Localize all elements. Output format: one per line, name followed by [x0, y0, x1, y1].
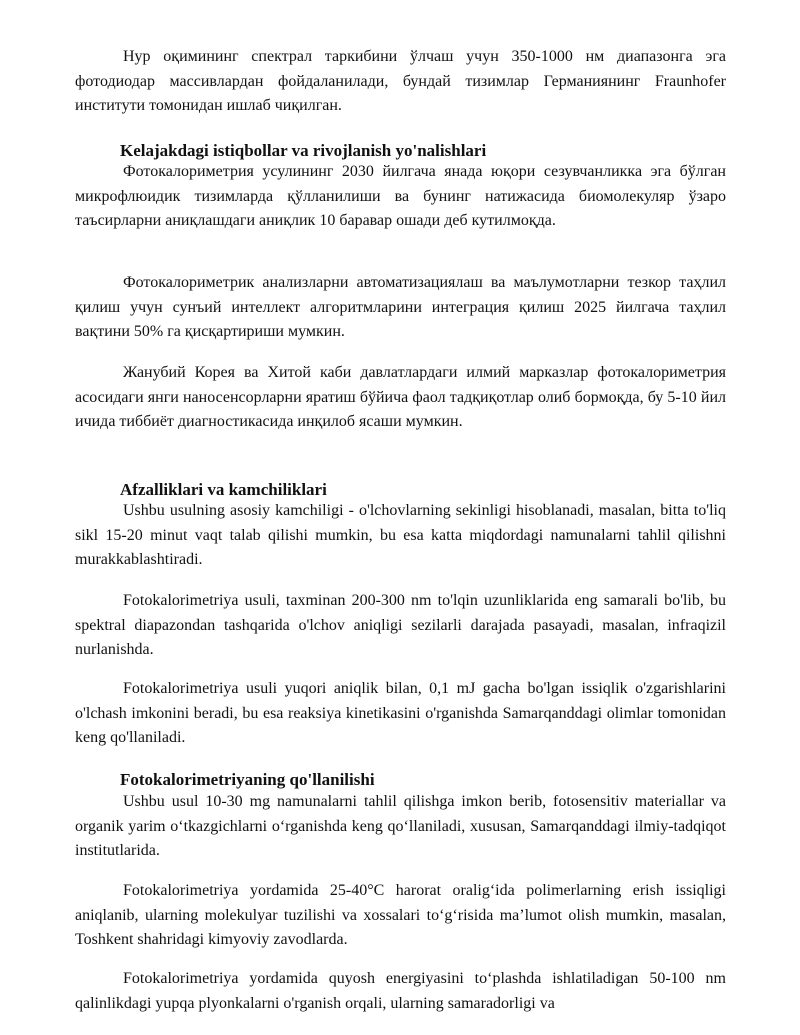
paragraph-korea-china-nanosensors: Жанубий Корея ва Хитой каби давлатлардаги илмий марказлар фотокалориметрия асосидаги янги наносенсорларни яратиш бўйича фаол тадқиқотлар олиб бормоқда, бу 5-10 йил ичида тиббиёт диагностикасида инқилоб ясаши мумкин. — [75, 364, 726, 430]
paragraph-wavelength-range: Fotokalorimetriya usuli, taxminan 200-300 nm to'lqin uzunliklarida eng samarali bo'lib, bu spektral diapazondan tashqarida o'lchov aniqligi sezilarli darajada pasayadi, masalan, infraqizil nurlanishda. — [75, 592, 726, 658]
paragraph-slow-measurement: Ushbu usulning asosiy kamchiligi - o'lchovlarning sekinligi hisoblanadi, masalan, bitta to'liq sikl 15-20 minut vaqt talab qilishi mumkin, bu esa katta miqdordagi namunalarni tahlil qilishni murakkablashtiradi. — [75, 502, 726, 568]
paragraph-sample-analysis: Ushbu usul 10-30 mg namunalarni tahlil qilishga imkon berib, fotosensitiv materiallar va organik yarim o‘tkazgichlarni o‘rganishda keng qo‘llaniladi, xususan, Samarqanddagi ilmiy-tadqiqot institutlarida. — [75, 793, 726, 859]
paragraph-photodiode-arrays: Нур оқимининг спектрал таркибини ўлчаш учун 350-1000 нм диапазонга эга фотодиодар массивлардан фойдаланилади, бундай тизимлар Германиянинг Fraunhofer институти томонидан ишлаб чиқилган. — [75, 48, 726, 114]
heading-applications: Fotokalorimetriyaning qo'llanilishi — [120, 770, 375, 789]
paragraph-thin-films-solar: Fotokalorimetriya yordamida quyosh energiyasini to‘plashda ishlatiladigan 50-100 nm qalinlikdagi yupqa plyonkalarni o'rganish orqali, ularning samaradorligi va — [75, 970, 726, 1012]
paragraph-ai-automation: Фотокалориметрик анализларни автоматизациялаш ва маълумотларни тезкор таҳлил қилиш учун сунъий интеллект алгоритмларини интеграция қилиш 2025 йилгача таҳлил вақтини 50% га қисқартириши мумкин. — [75, 274, 726, 340]
paragraph-microfluidic-2030: Фотокалориметрия усулининг 2030 йилгача янада юқори сезувчанликка эга бўлган микрофлюидик тизимларда қўлланилиши ва бунинг натижасида биомолекуляр ўзаро таъсирларни аниқлашдаги аниқлик 10 баравар ошади деб кутилмоқда. — [75, 163, 726, 229]
heading-advantages-disadvantages: Afzalliklari va kamchiliklari — [120, 480, 327, 499]
paragraph-polymer-melting: Fotokalorimetriya yordamida 25-40°C harorat oralig‘ida polimerlarning erish issiqligi aniqlanib, ularning molekulyar tuzilishi va xossalari to‘g‘risida ma’lumot olish mumkin, masalan, Toshkent shahridagi kimyoviy zavodlarda. — [75, 882, 726, 948]
heading-future-prospects: Kelajakdagi istiqbollar va rivojlanish yo'nalishlari — [120, 141, 487, 160]
paragraph-high-accuracy: Fotokalorimetriya usuli yuqori aniqlik bilan, 0,1 mJ gacha bo'lgan issiqlik o'zgarishlarini o'lchash imkonini beradi, bu esa reaksiya kinetikasini o'rganishda Samarqanddagi olimlar tomonidan keng qo'llaniladi. — [75, 680, 726, 746]
